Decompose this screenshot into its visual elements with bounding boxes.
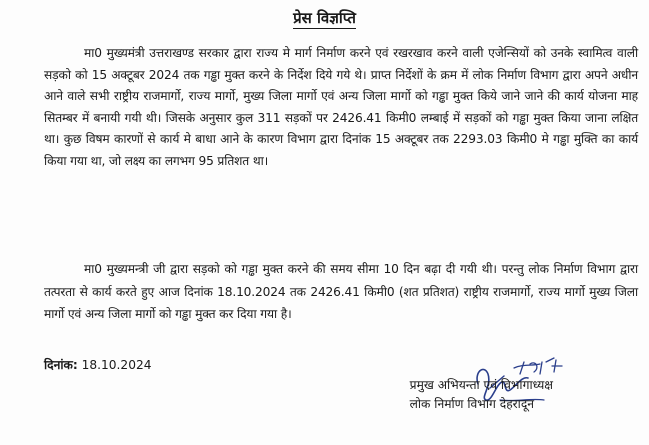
- document-title-text: प्रेस विज्ञप्ति: [293, 9, 356, 27]
- date-line: [44, 356, 151, 373]
- signoff-department: लोक निर्माण विभाग देहरादून: [409, 397, 535, 411]
- date-value: 18.10.2024: [81, 358, 152, 372]
- paragraph-1: मा0 मुख्यमंत्री उत्तराखण्ड सरकार द्वारा राज्य मे मार्ग निर्माण करने एवं रखरखाव करने वाली एजेन्सियों को उनके स्वामित्व वाली सड़को को 15 अक्टूबर 2024 तक गड्ढा मुक्त करने के निर्देश दिये गये थे। प्राप्त निर्देशों के क्रम में लोक निर्माण विभाग द्वारा अपने अधीन आने वाले सभी राष्ट्रीय राजमार्गो, राज्य मार्गो, मुख्य जिला मार्गो एवं अन्य जिला मार्गो को गड्ढा मुक्त किये जाने जाने की कार्य योजना माह सितम्बर में बनायी गयी थी। जिसके अनुसार कुल 311 सड़कों पर 2426.41 किमी0 लम्बाई में सड़कों को गड्ढा मुक्त किया जाना लक्षित था। कुछ विषम कारणों से कार्य मे बाधा आने के कारण विभाग द्वारा दिनांक 15 अक्टूबर तक 2293.03 किमी0 मे गड्ढा मुक्ति का कार्य किया गया था, जो लक्ष्य का लगभग 95 प्रतिशत था।: [44, 46, 638, 168]
- signoff-designation: प्रमुख अभियन्ता एवं विभागाध्यक्ष: [409, 378, 553, 392]
- paragraph-2: मा0 मुख्यमन्त्री जी द्वारा सड़को को गड्ढा मुक्त करने की समय सीमा 10 दिन बढ़ा दी गयी थी। परन्तु लोक निर्माण विभाग द्वारा तत्परता से कार्य करते हुए आज दिनांक 18.10.2024 तक 2426.41 किमी0 (शत प्रतिशत) राष्ट्रीय राजमार्गो, राज्य मार्गो मुख्य जिला मार्गो एवं अन्य जिला मार्गो को गड्ढा मुक्त कर दिया गया है।: [44, 262, 638, 321]
- document-title: [0, 8, 649, 28]
- date-label: दिनांक:: [44, 358, 78, 372]
- signoff-block: [410, 376, 553, 414]
